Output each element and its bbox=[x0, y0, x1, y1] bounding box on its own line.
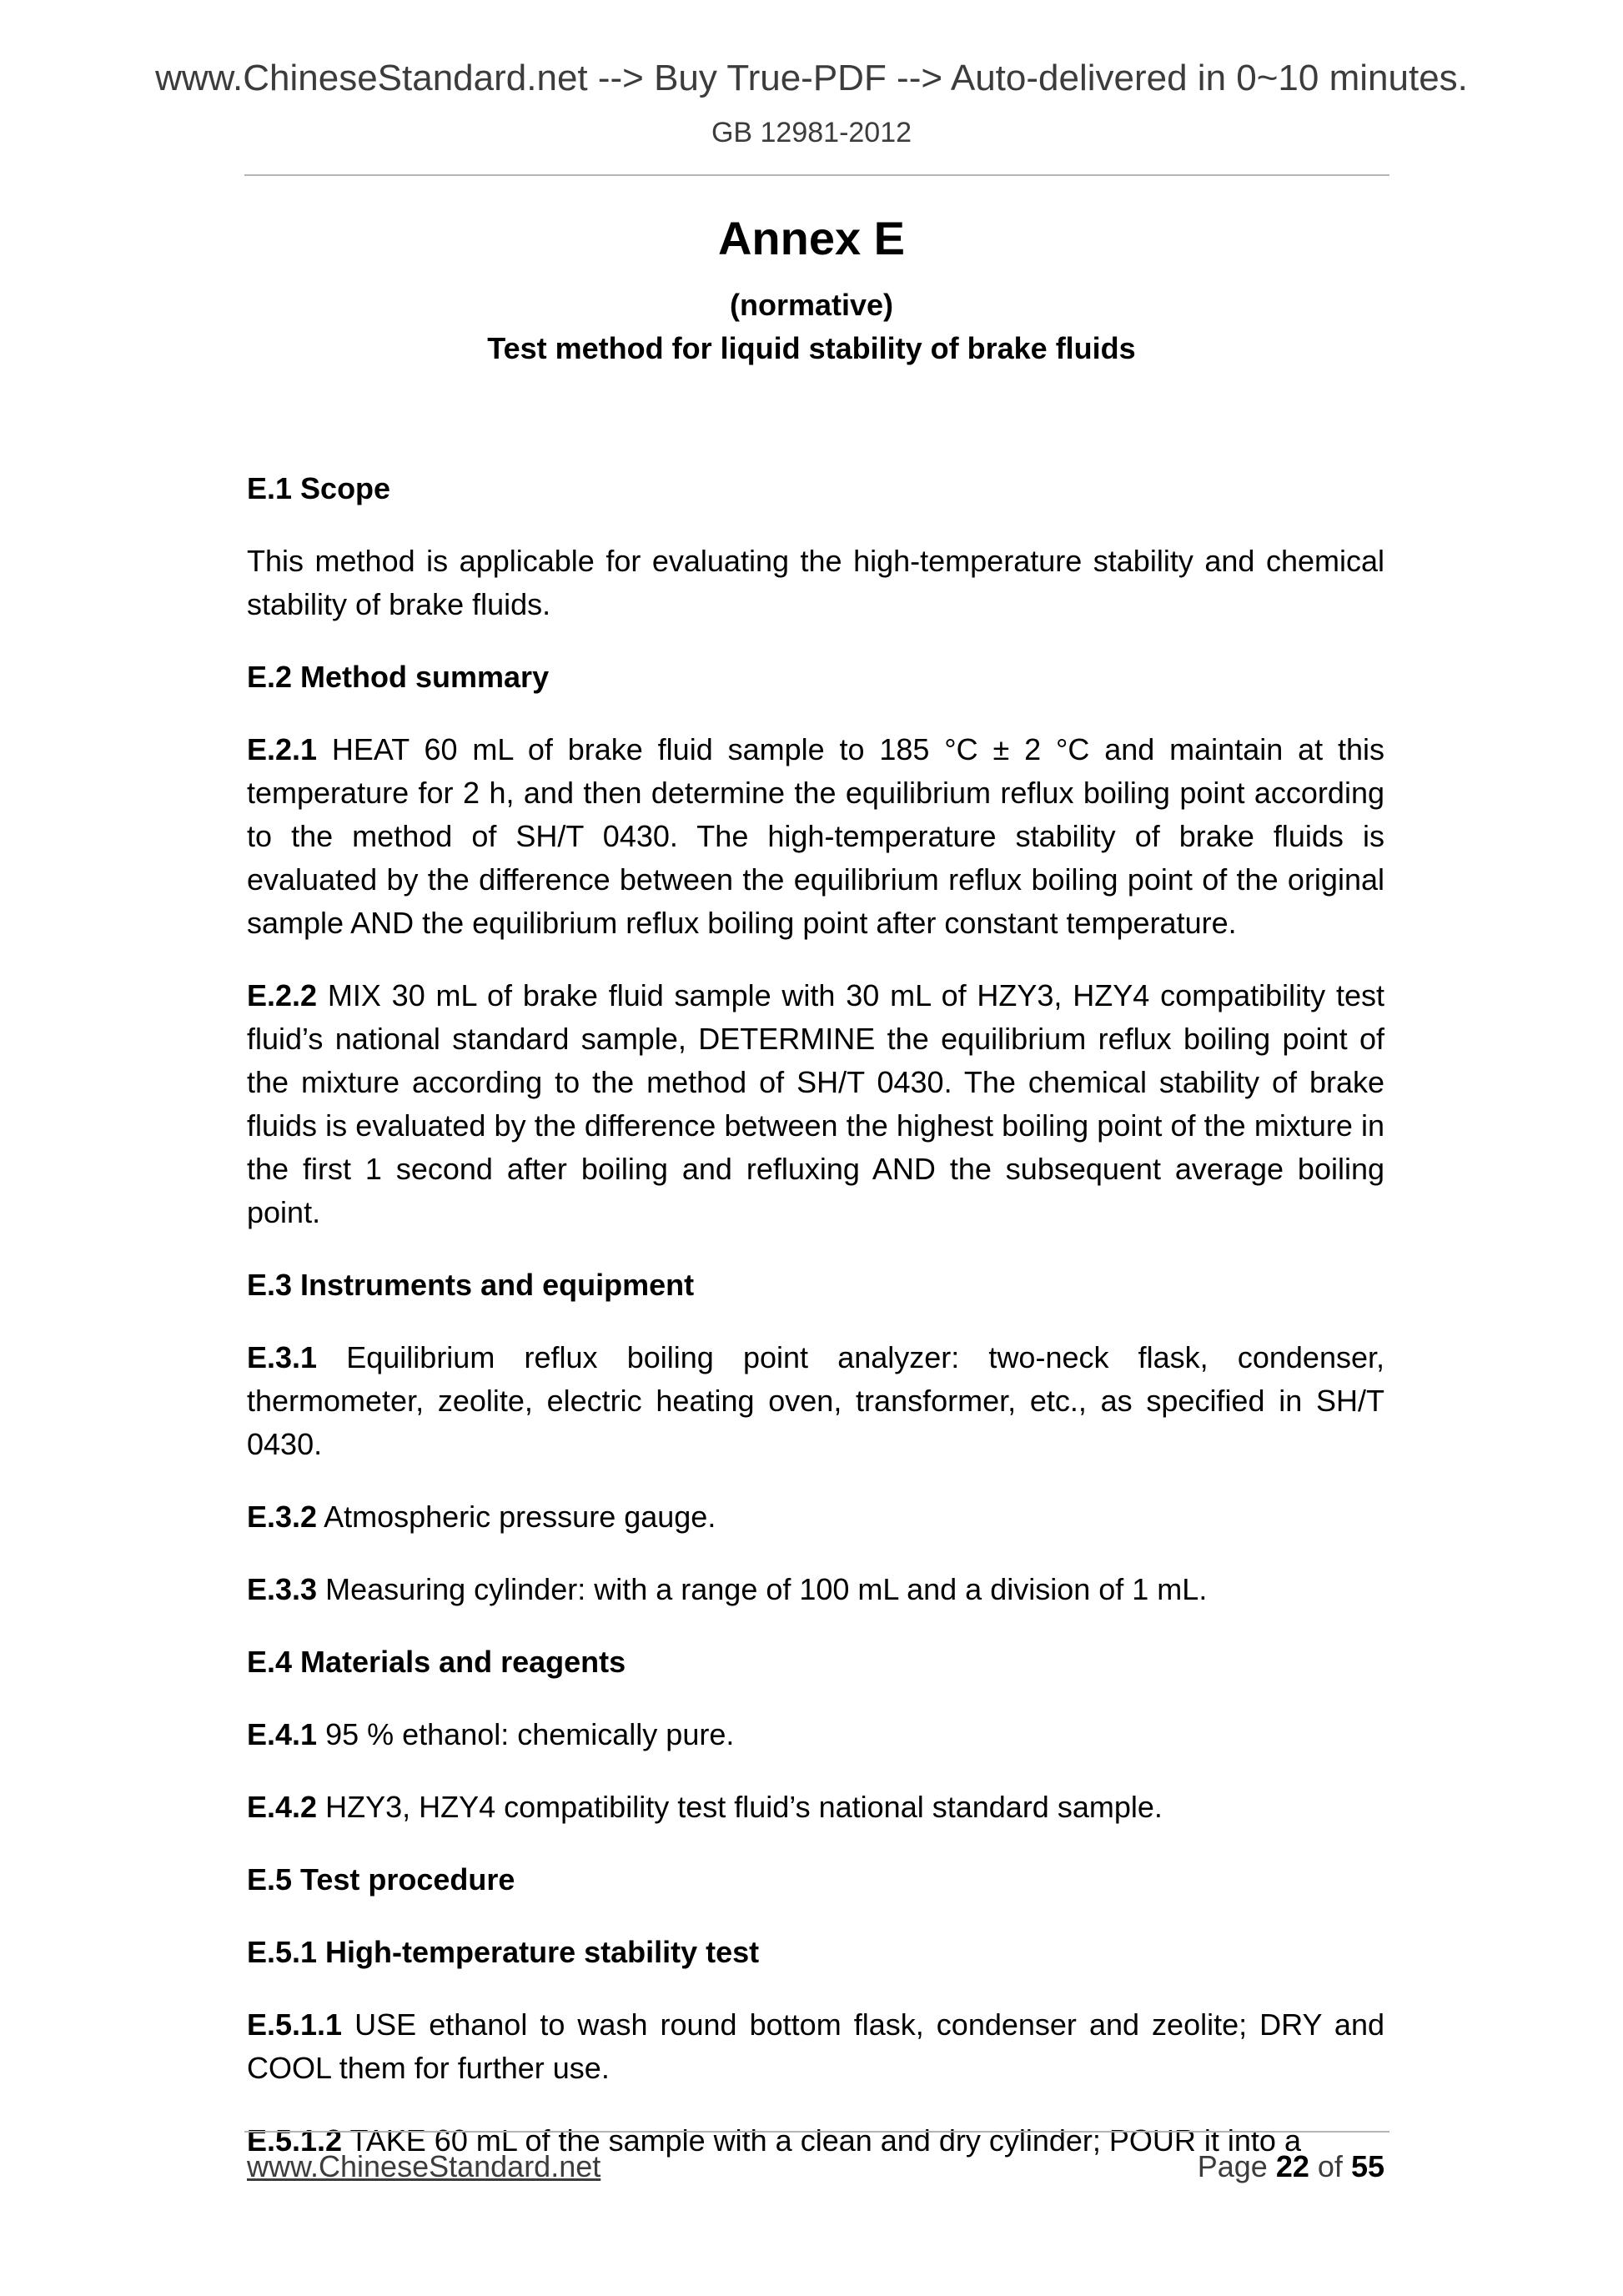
total-pages-number: 55 bbox=[1350, 2149, 1384, 2183]
clause-text: Equilibrium reflux boiling point analyzer: two-neck flask, condenser, thermometer, zeolite, electric heating oven, transformer, etc., as specified in SH/T 0430. bbox=[247, 1340, 1384, 1461]
clause-number: E.2.2 bbox=[247, 978, 318, 1012]
clause-e2-1 bbox=[247, 728, 1384, 945]
page-of-label: of bbox=[1317, 2149, 1343, 2183]
clause-number: E.3.2 bbox=[247, 1500, 318, 1534]
clause-e4-2 bbox=[247, 1786, 1384, 1829]
section-heading-test-procedure: E.5 Test procedure bbox=[247, 1862, 515, 1897]
header-divider bbox=[244, 174, 1389, 176]
current-page-number: 22 bbox=[1275, 2149, 1309, 2183]
clause-e4-1 bbox=[247, 1713, 1384, 1756]
clause-text: HEAT 60 mL of brake fluid sample to 185 °C ± 2 °C and maintain at this temperature for 2 h, and then determine the equilibrium reflux boiling point according to the method of SH/T 0430. The high-temperature stability of brake fluids is evaluated by the difference between the equilibrium reflux boiling point of the original sample AND the equilibrium reflux boiling point after constant temperature. bbox=[247, 732, 1384, 940]
clause-number: E.5.1.2 bbox=[247, 2123, 343, 2158]
footer-website-link[interactable]: www.ChineseStandard.net bbox=[247, 2149, 601, 2183]
section-heading-materials: E.4 Materials and reagents bbox=[247, 1645, 626, 1679]
paragraph-scope: This method is applicable for evaluating the high-temperature stability and chemical stability of brake fluids. bbox=[247, 544, 1384, 621]
section-heading-instruments: E.3 Instruments and equipment bbox=[247, 1268, 695, 1302]
header-banner: www.ChineseStandard.net --> Buy True-PDF --> Auto-delivered in 0~10 minutes. bbox=[155, 58, 1468, 98]
clause-e5-1-1 bbox=[247, 2003, 1384, 2090]
section-heading-method-summary: E.2 Method summary bbox=[247, 660, 550, 694]
clause-number: E.2.1 bbox=[247, 732, 318, 766]
annex-type: (normative) bbox=[729, 288, 894, 322]
clause-text: Measuring cylinder: with a range of 100 mL and a division of 1 mL. bbox=[325, 1572, 1208, 1606]
clause-text: TAKE 60 mL of the sample with a clean and dry cylinder; POUR it into a bbox=[349, 2123, 1301, 2158]
clause-number: E.3.3 bbox=[247, 1572, 318, 1606]
subsection-heading-high-temperature: E.5.1 High-temperature stability test bbox=[247, 1935, 760, 1969]
document-body bbox=[247, 467, 1384, 2192]
page-label: Page bbox=[1197, 2149, 1268, 2183]
clause-text: MIX 30 mL of brake fluid sample with 30 mL of HZY3, HZY4 compatibility test fluid’s national standard sample, DETERMINE the equilibrium reflux boiling point of the mixture according to the method of SH/T 0430. The chemical stability of brake fluids is evaluated by the difference between the highest boiling point of the mixture in the first 1 second after boiling and refluxing AND the subsequent average boiling point. bbox=[247, 978, 1384, 1229]
clause-number: E.3.1 bbox=[247, 1340, 318, 1374]
clause-e3-1 bbox=[247, 1336, 1384, 1466]
document-number: GB 12981-2012 bbox=[711, 117, 912, 148]
clause-number: E.4.1 bbox=[247, 1717, 318, 1751]
clause-text: Atmospheric pressure gauge. bbox=[324, 1500, 716, 1534]
clause-text: HZY3, HZY4 compatibility test fluid’s national standard sample. bbox=[325, 1790, 1163, 1824]
annex-subtitle: Test method for liquid stability of brake fluids bbox=[487, 331, 1136, 365]
page-indicator bbox=[1197, 2149, 1384, 2183]
section-heading-scope: E.1 Scope bbox=[247, 471, 391, 505]
annex-title: Annex E bbox=[717, 212, 906, 264]
footer-divider bbox=[244, 2131, 1389, 2133]
clause-number: E.4.2 bbox=[247, 1790, 318, 1824]
clause-text: 95 % ethanol: chemically pure. bbox=[325, 1717, 735, 1751]
clause-e2-2 bbox=[247, 974, 1384, 1234]
clause-e3-3 bbox=[247, 1568, 1384, 1611]
clause-text: USE ethanol to wash round bottom flask, condenser and zeolite; DRY and COOL them for further use. bbox=[247, 2007, 1384, 2085]
clause-e3-2 bbox=[247, 1495, 1384, 1539]
clause-number: E.5.1.1 bbox=[247, 2007, 343, 2042]
